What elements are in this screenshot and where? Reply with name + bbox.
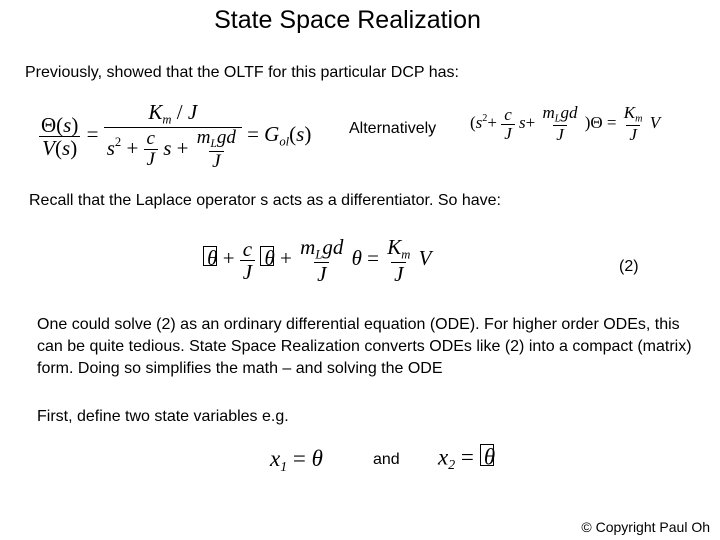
intro-text: Previously, showed that the OLTF for this particular DCP has: — [25, 64, 459, 81]
recall-text: Recall that the Laplace operator s acts as a differentiator. So have: — [29, 192, 501, 209]
alternatively-label: Alternatively — [349, 120, 437, 137]
first-define-text: First, define two state variables e.g. — [37, 408, 289, 425]
equation-number: (2) — [619, 258, 639, 275]
state-variable-x1: $x_1 = \theta$ — [270, 446, 323, 474]
explanation-paragraph: One could solve (2) as an ordinary differential equation (ODE). For higher order ODEs, this can be quite tedious. State Space Realization converts ODEs like (2) into a compact (matrix) form. Doing so simplifies the math – and solving the ODE — [37, 316, 692, 377]
copyright-notice: © Copyright Paul Oh — [581, 519, 710, 535]
alternative-equation: ($s^2+$ $\frac{c}{J}$ s+ $\frac{m_Lgd}{J}$ )Θ = $\frac{K_m}{J}$ V — [470, 103, 661, 145]
state-variable-x2: $x_2 = \theta$ — [438, 444, 496, 473]
differential-equation: θ + $\frac{c}{J}$ θ + $\frac{m_Lgd}{J}$ θ = $\frac{K_m}{J}$ V — [203, 236, 431, 285]
slide-title: State Space Realization — [214, 6, 481, 34]
oltf-equation: $\frac{\Theta(s)}{V(s)}$ = $K_m$ / J $s^2$ + $\frac{c}{J}$ s + $\frac{m_Lgd}{J}$ = $G_{ol}(s)$ — [41, 100, 312, 172]
and-label: and — [373, 451, 400, 468]
